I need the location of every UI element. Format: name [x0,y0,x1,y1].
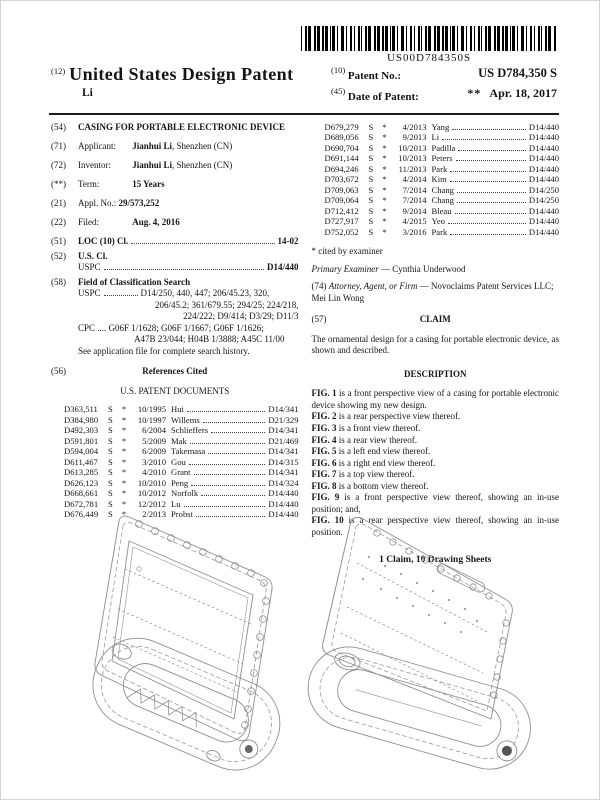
ref-patent-no: D703,672 [324,174,359,185]
filed-label: Filed: [78,217,100,228]
reference-row [325,143,560,153]
rear-perspective-drawing [293,511,545,779]
ref-examiner-cited-mark: * [382,195,387,206]
ref-examiner-cited-mark: * [382,226,387,237]
ref-inventor-name: Yang [431,122,450,132]
ref-patent-no: D727,917 [324,216,359,227]
ref-date: 10/2013 [398,142,427,153]
figure-text: is a rear perspective view thereof. [336,411,461,422]
ref-date: 4/2015 [402,216,427,227]
ref-inventor-name: Gou [171,456,186,467]
claims-sheets-summary: 1 Claim, 10 Drawing Sheets [379,555,492,566]
ref-examiner-cited-mark: * [121,414,127,425]
figure-text: is a left end view thereof. [336,446,431,457]
ref-date: 6/2009 [142,446,166,457]
references-table-left [51,404,299,519]
ref-date: 7/2014 [402,184,427,195]
ref-examiner-cited-mark: * [121,435,127,446]
date-stars: ** [467,85,482,100]
figure-label: FIG. 1 [311,388,337,399]
dot-leader [194,474,266,475]
ref-date: 2/2013 [142,509,166,520]
description-heading: DESCRIPTION [403,368,467,379]
ref-kind-code: S [368,132,374,143]
ref-examiner-cited-mark: * [121,488,127,499]
figure-text: is a front view thereof. [336,423,421,433]
ref-examiner-cited-mark: * [121,467,127,478]
ref-inventor-name: Li [431,132,440,143]
figure-description-line [312,469,560,481]
figure-text: is a front perspective view thereof, showing an in-use position; and, [311,492,559,514]
ref-inventor-name: Schlieffers [171,425,209,436]
ref-classification: D14/440 [268,488,299,499]
left-column [51,122,299,566]
ref-patent-no: D676,449 [64,509,99,520]
ref-patent-no: D492,303 [64,425,99,436]
ref-classification: D14/440 [528,122,559,132]
ref-classification: D14/440 [528,163,559,174]
ref-examiner-cited-mark: * [121,477,127,488]
ref-examiner-cited-mark: * [121,425,127,436]
dot-leader [450,234,526,235]
ref-inventor-name: Mak [171,435,187,446]
ref-date: 9/2014 [402,205,427,216]
ref-patent-no: D691,144 [324,153,359,164]
date-of-patent-value: Apr. 18, 2017 [489,85,557,100]
figure-text: is a top view thereof. [336,469,415,480]
dot-leader [457,202,526,203]
claim-heading: CLAIM [419,314,451,325]
ref-date: 6/2004 [142,425,166,436]
ref-patent-no: D384,980 [64,414,99,425]
ref-kind-code: S [108,425,113,436]
ref-examiner-cited-mark: * [121,456,127,467]
doc-type-title: United States Design Patent [69,64,294,84]
reference-row [64,478,299,488]
fs-note: See application file for complete search history. [78,345,250,356]
figure-label: FIG. 8 [311,480,337,491]
inid-12: (12) [51,66,66,76]
term-value: 15 Years [132,179,165,190]
figure-label: FIG. 4 [311,434,337,445]
barcode-icon [295,26,563,51]
attorney-label: Attorney, Agent, or Firm [328,281,418,292]
ref-patent-no: D679,279 [324,122,359,132]
ref-inventor-name: Bleau [431,205,452,216]
ref-inventor-name: Hui [171,404,184,415]
ref-examiner-cited-mark: * [121,404,127,415]
filed-value: Aug. 4, 2016 [132,217,180,228]
ref-examiner-cited-mark: * [121,446,127,457]
ref-examiner-cited-mark: * [382,153,387,164]
separator-dash: — [419,281,429,292]
inid-57: (57) [311,314,327,325]
ref-classification: D14/250 [528,184,559,195]
dot-leader [187,411,266,412]
applicant-name: Jianhui Li [132,141,173,152]
ref-date: 11/2013 [398,163,427,174]
ref-date: 4/2013 [402,122,427,132]
ref-date: 9/2013 [402,132,427,143]
ref-classification: D14/440 [528,132,559,143]
figure-description-line [312,435,560,447]
ref-patent-no: D668,661 [64,488,99,499]
ref-classification: D14/440 [268,498,299,509]
date-of-patent-label: Date of Patent: [347,90,419,103]
dot-leader [450,181,526,182]
header-inventor-surname: Li [82,87,93,99]
inventor-name: Jianhui Li [132,160,173,171]
ref-examiner-cited-mark: * [382,163,387,174]
reference-row [325,164,560,174]
dot-leader [104,269,264,270]
term-label: Term: [78,179,100,190]
reference-row [64,488,299,498]
reference-row [325,195,560,205]
ref-classification: D14/250 [528,195,559,206]
figure-text: is a front perspective view of a casing for portable electronic device showing my new design. [311,388,559,410]
ref-classification: D14/341 [268,446,299,457]
ref-kind-code: S [368,205,374,216]
ref-classification: D21/469 [268,435,299,446]
inid-term: (**) [51,179,66,190]
ref-patent-no: D709,063 [324,184,359,195]
ref-classification: D14/440 [528,226,559,237]
figure-description-line [312,388,560,411]
barcode-text: US00D784350S [386,52,472,64]
dot-leader [457,192,526,193]
dot-leader [211,432,265,433]
ref-kind-code: S [368,153,374,164]
drawing-figures [1,509,600,800]
figure-label: FIG. 9 [311,492,340,503]
inid-54: (54) [51,122,66,132]
inventor-address: , Shenzhen (CN) [172,160,233,171]
header-divider [49,113,559,115]
dot-leader [189,464,266,465]
ref-classification: D14/324 [268,477,299,488]
right-column [312,122,560,566]
field-search-label: Field of Classification Search [78,276,191,287]
ref-patent-no: D689,056 [324,132,359,143]
dot-leader [452,129,526,130]
ref-date: 10/2013 [398,153,427,164]
ref-kind-code: S [368,226,374,237]
fs-uspc-line1: D14/250, 440, 447; 206/45.23, 320, [140,288,270,299]
ref-patent-no: D626,123 [64,477,99,488]
ref-examiner-cited-mark: * [121,498,127,509]
ref-examiner-cited-mark: * [121,509,127,520]
primary-examiner-name: Cynthia Underwood [392,263,466,274]
reference-row [64,425,299,435]
inid-51: (51) [51,236,66,247]
figure-text: is a right end view thereof. [336,457,436,468]
reference-row [64,446,299,456]
inventor-label: Inventor: [78,160,111,171]
ref-inventor-name: Padilla [431,142,456,153]
inid-45: (45) [331,85,346,96]
ref-patent-no: D694,246 [324,163,359,174]
ref-date: 12/2012 [137,498,166,509]
ref-kind-code: S [108,498,113,509]
dot-leader [456,160,526,161]
ref-kind-code: S [368,122,374,132]
dot-leader [191,485,265,486]
front-perspective-drawing [63,509,301,800]
dot-leader [184,506,266,507]
dot-leader [458,150,526,151]
fs-uspc-line3: 224/222; D9/414; D3/29; D11/3 [183,311,299,322]
reference-row [325,174,560,184]
ref-kind-code: S [368,184,374,195]
fs-cpc-label: CPC .... [78,322,107,333]
figure-description-line [312,458,560,470]
dot-leader [442,139,526,140]
fs-cpc-line1: G06F 1/1628; G06F 1/1667; G06F 1/1626; [108,322,264,333]
header [51,64,557,106]
dot-leader [203,422,266,423]
claim-text: The ornamental design for a casing for portable electronic device, as shown and described. [311,333,559,356]
figure-text: is a rear view thereof. [336,434,417,445]
fs-cpc-line2: A47B 23/044; H04B 1/3888; A45C 11/00 [134,334,285,345]
ref-kind-code: S [108,414,113,425]
ref-date: 10/2010 [137,477,166,488]
ref-date: 5/2009 [142,435,166,446]
ref-kind-code: S [368,142,374,153]
ref-patent-no: D690,704 [324,142,359,153]
loc-class-value: 14-02 [277,236,299,247]
figure-label: FIG. 2 [311,411,337,422]
ref-inventor-name: Park [431,226,448,237]
attorney-value: Novoclaims Patent Services LLC; Mei Lin Wong [311,281,554,303]
ref-kind-code: S [368,195,374,206]
ref-examiner-cited-mark: * [382,132,387,143]
dot-leader [448,223,526,224]
ref-classification: D14/341 [268,467,299,478]
ref-kind-code: S [108,446,113,457]
ref-inventor-name: Norfolk [171,488,199,499]
ref-inventor-name: Chang [431,184,454,195]
uspc-label: USPC [78,262,101,273]
separator-dash: — [381,263,390,274]
ref-patent-no: D752,052 [324,226,359,237]
ref-inventor-name: Takemasa [171,446,206,457]
ref-kind-code: S [108,435,113,446]
figure-description-line [312,446,560,458]
references-heading: References Cited [142,366,208,377]
ref-kind-code: S [368,216,374,227]
appl-no-label: Appl. No.: [78,198,117,209]
reference-row [64,415,299,425]
reference-row [325,153,560,163]
ref-date: 4/2014 [402,174,427,185]
ref-date: 3/2016 [402,226,427,237]
barcode-block [295,26,563,64]
figure-label: FIG. 3 [311,423,337,433]
ref-classification: D14/440 [268,509,299,520]
us-patent-documents-heading: U.S. PATENT DOCUMENTS [120,385,230,396]
figure-label: FIG. 5 [311,446,337,457]
ref-classification: D14/341 [268,425,299,436]
ref-examiner-cited-mark: * [382,184,387,195]
inid-74: (74) [311,281,327,292]
figure-description-line [312,411,560,423]
ref-classification: D14/440 [528,142,559,153]
ref-inventor-name: Kim [431,174,447,185]
inid-71: (71) [51,141,66,152]
reference-row [325,185,560,195]
ref-classification: D14/315 [268,456,299,467]
reference-row [325,206,560,216]
ref-kind-code: S [368,163,374,174]
figure-text: is a rear perspective view thereof, showing an in-use position. [311,515,559,537]
cited-by-examiner-note: * cited by examiner [311,246,383,257]
inid-21: (21) [51,198,66,209]
reference-row [325,132,560,142]
references-table-right [312,122,560,237]
reference-row [64,436,299,446]
ref-patent-no: D712,412 [324,205,359,216]
ref-date: 10/2012 [137,488,166,499]
patent-no-value: US D784,350 S [478,66,557,80]
ref-patent-no: D594,004 [64,446,99,457]
dot-leader [450,171,526,172]
figure-text: is a bottom view thereof. [336,480,429,491]
reference-row [325,227,560,237]
ref-inventor-name: Probst [171,509,193,520]
ref-examiner-cited-mark: * [382,142,387,153]
appl-no-value: 29/573,252 [118,198,160,209]
loc-class-label: LOC (10) Cl. [78,236,129,247]
ref-date: 4/2010 [142,467,166,478]
reference-row [64,404,299,414]
inid-52: (52) [51,250,66,261]
dot-leader [455,213,526,214]
inid-22: (22) [51,217,66,228]
invention-title: CASING FOR PORTABLE ELECTRONIC DEVICE [78,122,286,132]
ref-classification: D14/440 [528,174,559,185]
reference-row [325,122,560,132]
ref-inventor-name: Yeo [431,216,445,227]
us-cl-label: U.S. Cl. [78,250,108,261]
ref-classification: D14/440 [528,216,559,227]
primary-examiner-label: Primary Examiner [311,263,379,274]
reference-row [64,457,299,467]
inid-10: (10) [331,65,346,75]
ref-kind-code: S [108,456,113,467]
ref-patent-no: D363,511 [64,404,98,415]
ref-kind-code: S [108,477,113,488]
reference-row [64,499,299,509]
figure-label: FIG. 7 [311,469,337,480]
ref-patent-no: D591,801 [64,435,99,446]
ref-examiner-cited-mark: * [382,205,387,216]
applicant-label: Applicant: [78,141,116,152]
patent-no-label: Patent No.: [347,70,402,82]
ref-date: 10/1995 [137,404,166,415]
dot-leader [190,443,266,444]
ref-inventor-name: Park [431,163,448,174]
ref-classification: D14/341 [268,404,299,415]
ref-date: 3/2010 [142,456,166,467]
ref-inventor-name: Peng [171,477,189,488]
ref-classification: D21/329 [268,414,299,425]
ref-kind-code: S [368,174,374,185]
figure-description-line [312,481,560,493]
reference-row [325,216,560,226]
fs-uspc-line2: 206/45.2; 361/679.55; 294/25; 224/218, [154,299,299,310]
dot-leader [104,295,138,296]
ref-examiner-cited-mark: * [382,216,387,227]
ref-date: 10/1997 [137,414,166,425]
applicant-address: , Shenzhen (CN) [172,141,233,152]
inid-72: (72) [51,160,66,171]
ref-kind-code: S [108,467,113,478]
ref-inventor-name: Willems [171,414,200,425]
uspc-value: D14/440 [267,262,299,273]
dot-leader [131,243,274,244]
inid-56: (56) [51,366,66,377]
ref-inventor-name: Chang [431,195,454,206]
ref-kind-code: S [108,404,113,415]
inid-58: (58) [51,276,66,287]
figure-label: FIG. 10 [311,515,344,526]
ref-classification: D14/440 [528,153,559,164]
dot-leader [201,495,265,496]
ref-inventor-name: Lu [171,498,181,509]
ref-examiner-cited-mark: * [382,122,387,132]
reference-row [64,467,299,477]
ref-examiner-cited-mark: * [382,174,387,185]
ref-kind-code: S [108,509,113,520]
ref-kind-code: S [108,488,113,499]
dot-leader [208,453,265,454]
fs-uspc-label: USPC [78,288,101,299]
ref-inventor-name: Grant [171,467,191,478]
ref-patent-no: D611,467 [64,456,98,467]
ref-patent-no: D613,285 [64,467,99,478]
ref-date: 7/2014 [402,195,427,206]
ref-inventor-name: Peters [431,153,453,164]
figure-description-line [312,423,560,435]
figure-label: FIG. 6 [311,457,337,468]
ref-classification: D14/440 [528,205,559,216]
ref-patent-no: D672,781 [64,498,99,509]
ref-patent-no: D709,064 [324,195,359,206]
